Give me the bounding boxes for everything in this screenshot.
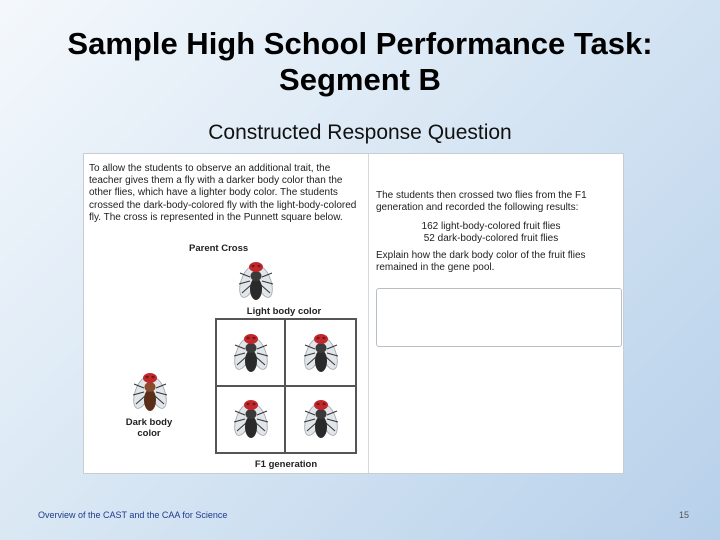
- parent-light-fly-icon: [236, 255, 276, 307]
- follow-up-question: [376, 190, 616, 273]
- panel-divider: [368, 154, 369, 473]
- offspring-fly-icon: [301, 393, 341, 445]
- offspring-fly-icon: [231, 327, 271, 379]
- light-body-color-label: Light body color: [246, 306, 322, 317]
- slide-title-line-1: Sample High School Performance Task:: [67, 26, 653, 61]
- parent-cross-label: Parent Cross: [189, 243, 249, 254]
- slide-title: [0, 26, 720, 98]
- question-panel: [83, 153, 624, 474]
- slide-subtitle: Constructed Response Question: [208, 121, 512, 144]
- result-light-count: 162 light-body-colored fruit flies: [421, 221, 561, 232]
- slide-title-line-2: Segment B: [279, 62, 441, 97]
- dark-body-color-label: [114, 417, 184, 439]
- offspring-fly-icon: [301, 327, 341, 379]
- question-prompt: Explain how the dark body color of the fruit flies remained in the gene pool.: [376, 250, 586, 273]
- footer-text: Overview of the CAST and the CAA for Science: [38, 510, 228, 520]
- result-dark-count: 52 dark-body-colored fruit flies: [423, 232, 559, 244]
- follow-up-intro: The students then crossed two flies from the F1 generation and recorded the following results:: [376, 190, 587, 213]
- punnett-square: [215, 318, 357, 454]
- offspring-fly-icon: [231, 393, 271, 445]
- dark-body-label-line-1: Dark body: [125, 417, 173, 428]
- cross-results: [366, 221, 616, 244]
- question-stem: To allow the students to observe an additional trait, the teacher gives them a fly with a darker body color than the other flies, which have a lighter body color. The students crossed the dark-body-colored fly with the light-body-colored fly. The cross is represented in the Punnett square below.: [89, 163, 357, 223]
- parent-dark-fly-icon: [130, 366, 170, 418]
- page-number: 15: [679, 510, 690, 520]
- f1-generation-label: F1 generation: [254, 459, 318, 470]
- dark-body-label-line-2: color: [137, 428, 161, 439]
- answer-text-area[interactable]: [376, 288, 622, 347]
